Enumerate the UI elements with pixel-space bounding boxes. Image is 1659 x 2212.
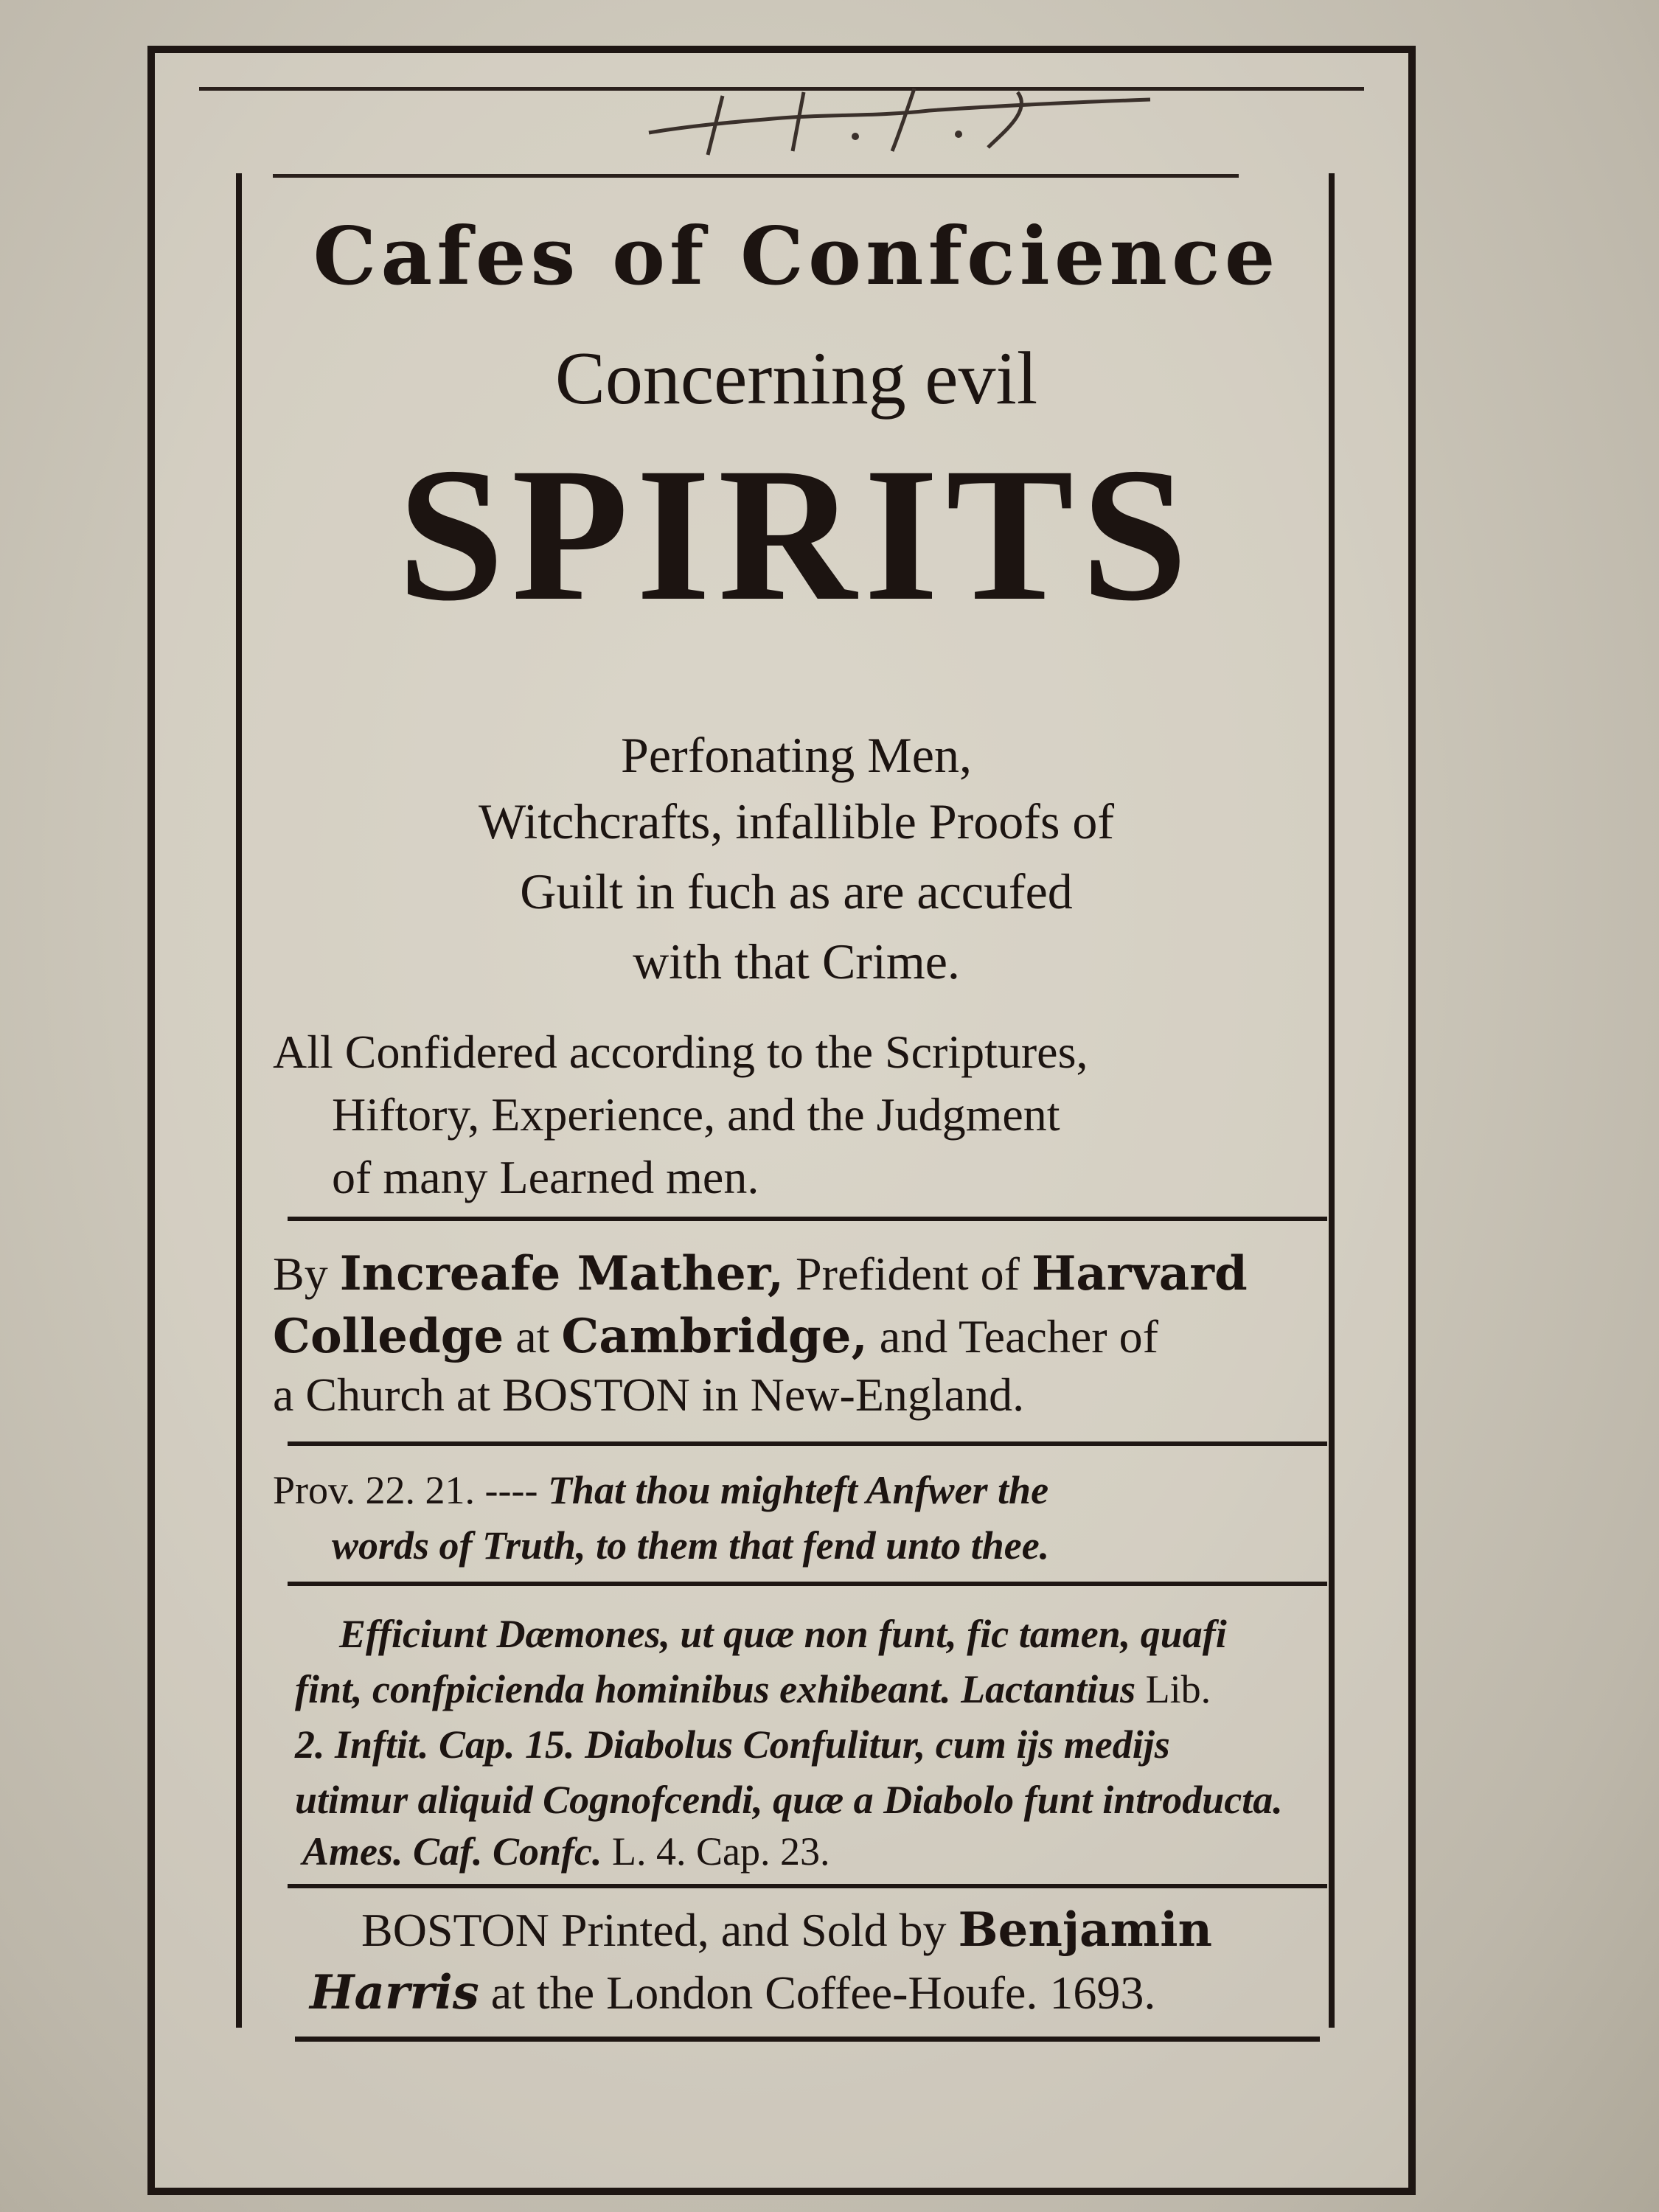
latin-ref: L. 4. Cap. 23.: [612, 1829, 830, 1874]
author-line-3: a Church at BOSTON in New-England.: [273, 1368, 1025, 1421]
title-line-2: Concerning evil: [554, 337, 1038, 420]
author-name: Increafe Mather,: [339, 1246, 785, 1301]
imprint-line-2: [310, 1965, 1357, 2020]
latin-author: Lactantius: [961, 1667, 1136, 1711]
scripture-text: That thou mighteft Anfwer the: [547, 1468, 1049, 1512]
college-word: Colledge: [273, 1309, 504, 1364]
considered-line: Hiftory, Experience, and the Judgment: [332, 1088, 1060, 1141]
at-word: at: [515, 1310, 550, 1363]
by-label: By: [273, 1248, 328, 1300]
title-line-1: Cafes of Confcience: [313, 210, 1280, 303]
subtitle-line: with that Crime.: [633, 933, 960, 990]
college-name: Harvard: [1031, 1246, 1248, 1301]
scripture-reference: Prov. 22. 21. ----: [273, 1468, 538, 1512]
imprint-text: BOSTON Printed, and Sold by: [361, 1904, 947, 1956]
imprint-text: at the London Coffee-Houfe. 1693.: [490, 1966, 1156, 2019]
subtitle-line: Witchcrafts, infallible Proofs of: [478, 793, 1115, 849]
divider-rule: [288, 1441, 1327, 1446]
divider-rule: [288, 1884, 1327, 1888]
latin-text: fint, confpicienda hominibus exhibeant.: [295, 1667, 951, 1711]
latin-quote-line: Efficiunt Dæmones, ut quæ non funt, fic tamen, quafi: [339, 1612, 1227, 1656]
considered-line: of many Learned men.: [332, 1151, 759, 1203]
divider-rule: [288, 1582, 1327, 1586]
handwritten-signature: [634, 81, 1165, 162]
scripture-line-2: words of Truth, to them that fend unto thee.: [332, 1523, 1050, 1568]
latin-ref: 2. Inftit. Cap. 15.: [295, 1722, 575, 1767]
subtitle-line: Perfonating Men,: [621, 727, 972, 783]
scripture-line-1: [273, 1467, 1320, 1513]
frame-top-rule: [273, 174, 1239, 178]
title-line-3: SPIRITS: [397, 428, 1195, 641]
latin-ref: Lib.: [1145, 1667, 1211, 1711]
printer-last-name: Harris: [310, 1965, 479, 2020]
latin-quote-line: utimur aliquid Cognofcendi, quæ a Diabolo funt introducta.: [295, 1778, 1283, 1822]
author-line-1: [273, 1246, 1320, 1301]
bottom-rule: [295, 2037, 1320, 2042]
latin-author: Ames. Caf. Confc.: [302, 1829, 602, 1874]
latin-quote-line: [302, 1829, 1349, 1874]
subtitle-line: Guilt in fuch as are accufed: [520, 863, 1073, 919]
printer-first-name: Benjamin: [958, 1902, 1213, 1958]
considered-line: All Confidered according to the Scriptures,: [273, 1026, 1088, 1078]
latin-text: Diabolus Confulitur, cum ijs medijs: [585, 1722, 1170, 1767]
author-line-2: [273, 1309, 1320, 1364]
author-role: Prefident of: [796, 1248, 1020, 1300]
latin-quote-line: [295, 1666, 1342, 1712]
place-name: Cambridge,: [561, 1309, 868, 1364]
imprint-line-1: [361, 1902, 1408, 1958]
divider-rule: [288, 1217, 1327, 1221]
latin-quote-line: [295, 1722, 1342, 1767]
author-role-2: and Teacher of: [879, 1310, 1158, 1363]
